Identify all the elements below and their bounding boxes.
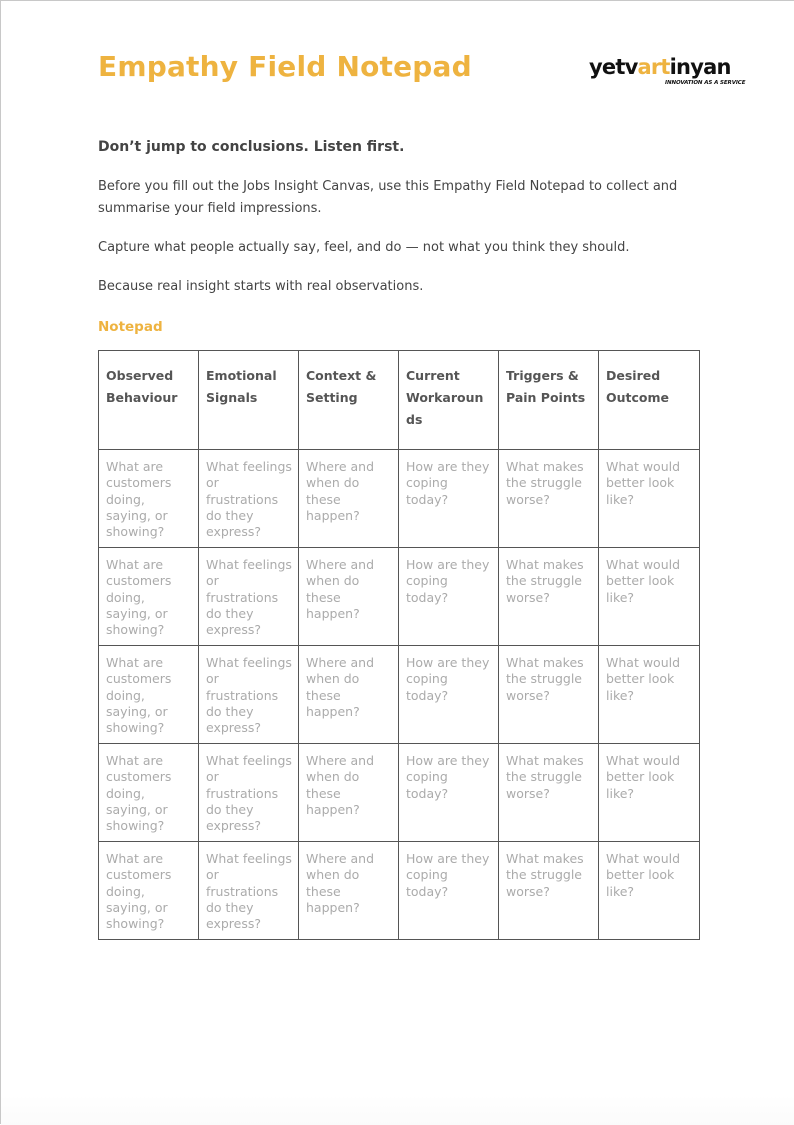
table-row xyxy=(99,842,700,940)
notepad-cell[interactable]: What makes the struggle worse? xyxy=(499,744,599,842)
column-header-desired-outcome: Desired Outcome xyxy=(599,351,700,450)
logo-word-part2: inyan xyxy=(669,55,731,79)
notepad-cell[interactable]: What are customers doing, saying, or showing? xyxy=(99,842,199,940)
brand-logo xyxy=(589,53,749,93)
notepad-cell[interactable]: Where and when do these happen? xyxy=(299,842,399,940)
logo-tagline: INNOVATION AS A SERVICE xyxy=(665,80,746,86)
table-row xyxy=(99,646,700,744)
notepad-cell[interactable]: How are they coping today? xyxy=(399,646,499,744)
notepad-cell[interactable]: What would better look like? xyxy=(599,842,700,940)
logo-wordmark xyxy=(589,53,731,81)
notepad-cell[interactable]: What would better look like? xyxy=(599,744,700,842)
notepad-cell[interactable]: What feelings or frustrations do they express? xyxy=(199,646,299,744)
intro-lead: Don’t jump to conclusions. Listen first. xyxy=(98,139,405,155)
notepad-cell[interactable]: Where and when do these happen? xyxy=(299,450,399,548)
logo-word-part1: yetv xyxy=(589,55,638,79)
notepad-cell[interactable]: What makes the struggle worse? xyxy=(499,646,599,744)
intro-paragraph: Before you fill out the Jobs Insight Canvas, use this Empathy Field Notepad to collect and summarise your field impressions. xyxy=(98,179,678,216)
page-title: Empathy Field Notepad xyxy=(98,50,472,83)
notepad-cell[interactable]: What would better look like? xyxy=(599,450,700,548)
notepad-cell[interactable]: What feelings or frustrations do they express? xyxy=(199,842,299,940)
column-header-current-workarounds: Current Workarounds xyxy=(399,351,499,450)
notepad-cell[interactable]: What are customers doing, saying, or showing? xyxy=(99,744,199,842)
notepad-cell[interactable]: What are customers doing, saying, or showing? xyxy=(99,450,199,548)
notepad-cell[interactable]: How are they coping today? xyxy=(399,744,499,842)
column-header-observed-behaviour: Observed Behaviour xyxy=(99,351,199,450)
table-header-row xyxy=(99,351,700,450)
notepad-cell[interactable]: What feelings or frustrations do they express? xyxy=(199,450,299,548)
notepad-cell[interactable]: How are they coping today? xyxy=(399,548,499,646)
intro-paragraph: Because real insight starts with real observations. xyxy=(98,279,424,294)
notepad-cell[interactable]: What makes the struggle worse? xyxy=(499,842,599,940)
notepad-cell[interactable]: What are customers doing, saying, or showing? xyxy=(99,646,199,744)
notepad-cell[interactable]: Where and when do these happen? xyxy=(299,548,399,646)
section-title-notepad: Notepad xyxy=(98,319,163,335)
table-row xyxy=(99,548,700,646)
notepad-cell[interactable]: What feelings or frustrations do they express? xyxy=(199,744,299,842)
column-header-context-setting: Context & Setting xyxy=(299,351,399,450)
notepad-cell[interactable]: What would better look like? xyxy=(599,646,700,744)
notepad-cell[interactable]: Where and when do these happen? xyxy=(299,646,399,744)
notepad-table xyxy=(98,350,700,940)
notepad-cell[interactable]: What makes the struggle worse? xyxy=(499,548,599,646)
page-bottom-edge xyxy=(1,1095,794,1125)
table-row xyxy=(99,450,700,548)
document-page xyxy=(1,1,794,1125)
notepad-cell[interactable]: How are they coping today? xyxy=(399,450,499,548)
intro-paragraph: Capture what people actually say, feel, and do — not what you think they should. xyxy=(98,240,630,255)
column-header-triggers-pain-points: Triggers & Pain Points xyxy=(499,351,599,450)
notepad-cell[interactable]: What would better look like? xyxy=(599,548,700,646)
table-row xyxy=(99,744,700,842)
notepad-cell[interactable]: How are they coping today? xyxy=(399,842,499,940)
column-header-emotional-signals: Emotional Signals xyxy=(199,351,299,450)
logo-word-accent: art xyxy=(637,55,670,79)
notepad-cell[interactable]: Where and when do these happen? xyxy=(299,744,399,842)
notepad-cell[interactable]: What makes the struggle worse? xyxy=(499,450,599,548)
notepad-cell[interactable]: What are customers doing, saying, or showing? xyxy=(99,548,199,646)
notepad-cell[interactable]: What feelings or frustrations do they express? xyxy=(199,548,299,646)
